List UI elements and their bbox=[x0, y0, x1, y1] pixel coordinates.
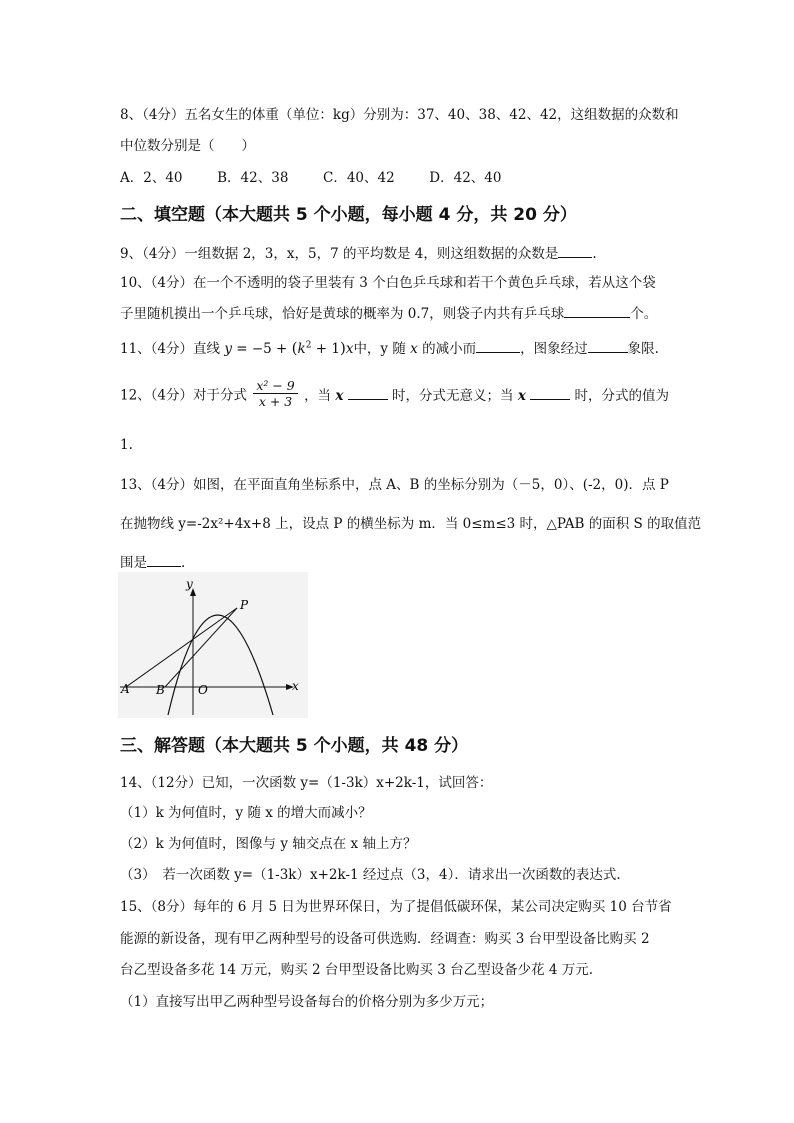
q12-fraction bbox=[253, 378, 297, 409]
label-y: y bbox=[186, 577, 193, 591]
q8-option-d: D．42、40 bbox=[429, 170, 502, 186]
q10-text-2a: 子里随机摸出一个乒乓球，恰好是黄球的概率为 0.7，则袋子内共有乒乓球 bbox=[120, 306, 565, 322]
q10-text-line2 bbox=[120, 302, 657, 322]
q12-x1: x bbox=[335, 387, 344, 404]
q13-text-3b: . bbox=[181, 555, 186, 571]
q12-frac-numerator: x² − 9 bbox=[253, 378, 297, 394]
q9-text-b: . bbox=[592, 246, 597, 262]
q12-text-c: 时，分式的值为 bbox=[574, 387, 669, 404]
q13-text-line3 bbox=[120, 551, 185, 571]
q10-answer-blank bbox=[564, 305, 630, 318]
q11-text bbox=[120, 337, 659, 357]
q13-text-3a: 围是 bbox=[120, 555, 147, 571]
q11-eq-paren-open: ( bbox=[291, 339, 298, 357]
figure-background bbox=[118, 572, 308, 718]
q8-option-b: B．42、38 bbox=[217, 170, 289, 186]
q10-text-2b: 个。 bbox=[630, 306, 658, 322]
q12-frac-denominator: x + 3 bbox=[258, 394, 293, 409]
q15-text-line1: 15、（8分）每年的 6 月 5 日为世界环保日，为了提倡低碳环保，某公司决定购买 10 台节省 bbox=[120, 899, 672, 915]
section3-heading: 三、解答题（本大题共 5 个小题，共 48 分） bbox=[120, 736, 469, 756]
q12-text-line2: 1. bbox=[120, 437, 133, 453]
q13-text-line1: 13、（4分）如图，在平面直角坐标系中，点 A、B 的坐标分别为（－5，0）、(-2，0)．点 P bbox=[120, 477, 669, 493]
q15-text-line3: 台乙型设备多花 14 万元，购买 2 台甲型设备比购买 3 台乙型设备少花 4 万元. bbox=[120, 962, 594, 978]
q14-text: 14、（12分）已知，一次函数 y=（1-3k）x+2k-1，试回答： bbox=[120, 775, 493, 791]
q12-text-b: 时，分式无意义；当 bbox=[392, 387, 514, 404]
q12-x2: x bbox=[517, 387, 526, 404]
q13-answer-blank bbox=[147, 554, 181, 567]
q11-eq-exp: 2 bbox=[305, 340, 312, 351]
q14-sub2: （2）k 为何值时，图像与 y 轴交点在 x 轴上方？ bbox=[120, 836, 417, 852]
label-a: A bbox=[121, 682, 130, 696]
q12-answer-blank-2 bbox=[530, 387, 570, 400]
q11-mid: 中，y 随 bbox=[353, 341, 406, 357]
q8-text-line2: 中位数分别是（ ） bbox=[120, 138, 255, 154]
section2-heading: 二、填空题（本大题共 5 个小题，每小题 4 分，共 20 分） bbox=[120, 205, 577, 225]
q15-sub1: （1）直接写出甲乙两种型号设备每台的价格分别为多少万元； bbox=[120, 994, 494, 1010]
q11-answer-blank-2 bbox=[588, 340, 628, 353]
q14-sub3: （3） 若一次函数 y=（1-3k）x+2k-1 经过点（3，4）．请求出一次函数的表达式. bbox=[120, 867, 621, 883]
q8-option-a: A．2、40 bbox=[120, 170, 183, 186]
label-p: P bbox=[240, 598, 249, 612]
q14-sub1: （1）k 为何值时，y 随 x 的增大而减小？ bbox=[120, 805, 372, 821]
label-o: O bbox=[198, 683, 208, 697]
q13-figure bbox=[118, 572, 308, 718]
q11-text-c: ，图象经过 bbox=[520, 341, 588, 357]
q11-eq-k: k bbox=[297, 341, 306, 357]
q12-prefix: 12、（4分）对于分式 bbox=[120, 387, 248, 404]
q8-option-c: C．40、42 bbox=[323, 170, 395, 186]
q11-prefix: 11、（4分）直线 bbox=[120, 341, 221, 357]
q12-text bbox=[120, 378, 669, 409]
q11-text-d: 象限. bbox=[627, 341, 659, 357]
q15-text-line2: 能源的新设备，现有甲乙两种型号的设备可供选购．经调查：购买 3 台甲型设备比购买 2 bbox=[120, 931, 650, 947]
q11-answer-blank-1 bbox=[476, 340, 520, 353]
q11-eq-y: y bbox=[224, 341, 232, 357]
q9-text-a: 9、（4分）一组数据 2，3，x，5，7 的平均数是 4，则这组数据的众数是 bbox=[120, 246, 559, 262]
q11-text-b: 的减小而 bbox=[422, 341, 477, 357]
q9-text bbox=[120, 242, 597, 262]
q8-options bbox=[120, 166, 501, 186]
q13-text-line2: 在抛物线 y=-2x²+4x+8 上，设点 P 的横坐标为 m．当 0≤m≤3 时，△PAB 的面积 S 的取值范 bbox=[120, 516, 702, 532]
q9-answer-blank bbox=[558, 245, 592, 258]
q8-text-line1: 8、（4分）五名女生的体重（单位：kg）分别为：37、40、38、42、42，这组数据的众数和 bbox=[120, 107, 679, 123]
q10-text-line1: 10、（4分）在一个不透明的袋子里装有 3 个白色乒乓球和若干个黄色乒乓球，若从这个袋 bbox=[120, 275, 656, 291]
q12-answer-blank-1 bbox=[348, 387, 388, 400]
q11-eq-x: x bbox=[345, 341, 354, 357]
q12-text-a: ，当 bbox=[304, 387, 332, 404]
label-b: B bbox=[156, 683, 165, 697]
label-x: x bbox=[292, 679, 299, 693]
q11-x: x bbox=[410, 341, 418, 357]
q11-eq-b: + 1 bbox=[315, 341, 340, 357]
q11-eq-paren-close: ) bbox=[339, 339, 346, 357]
q11-eq-a: = −5 + bbox=[236, 341, 288, 357]
